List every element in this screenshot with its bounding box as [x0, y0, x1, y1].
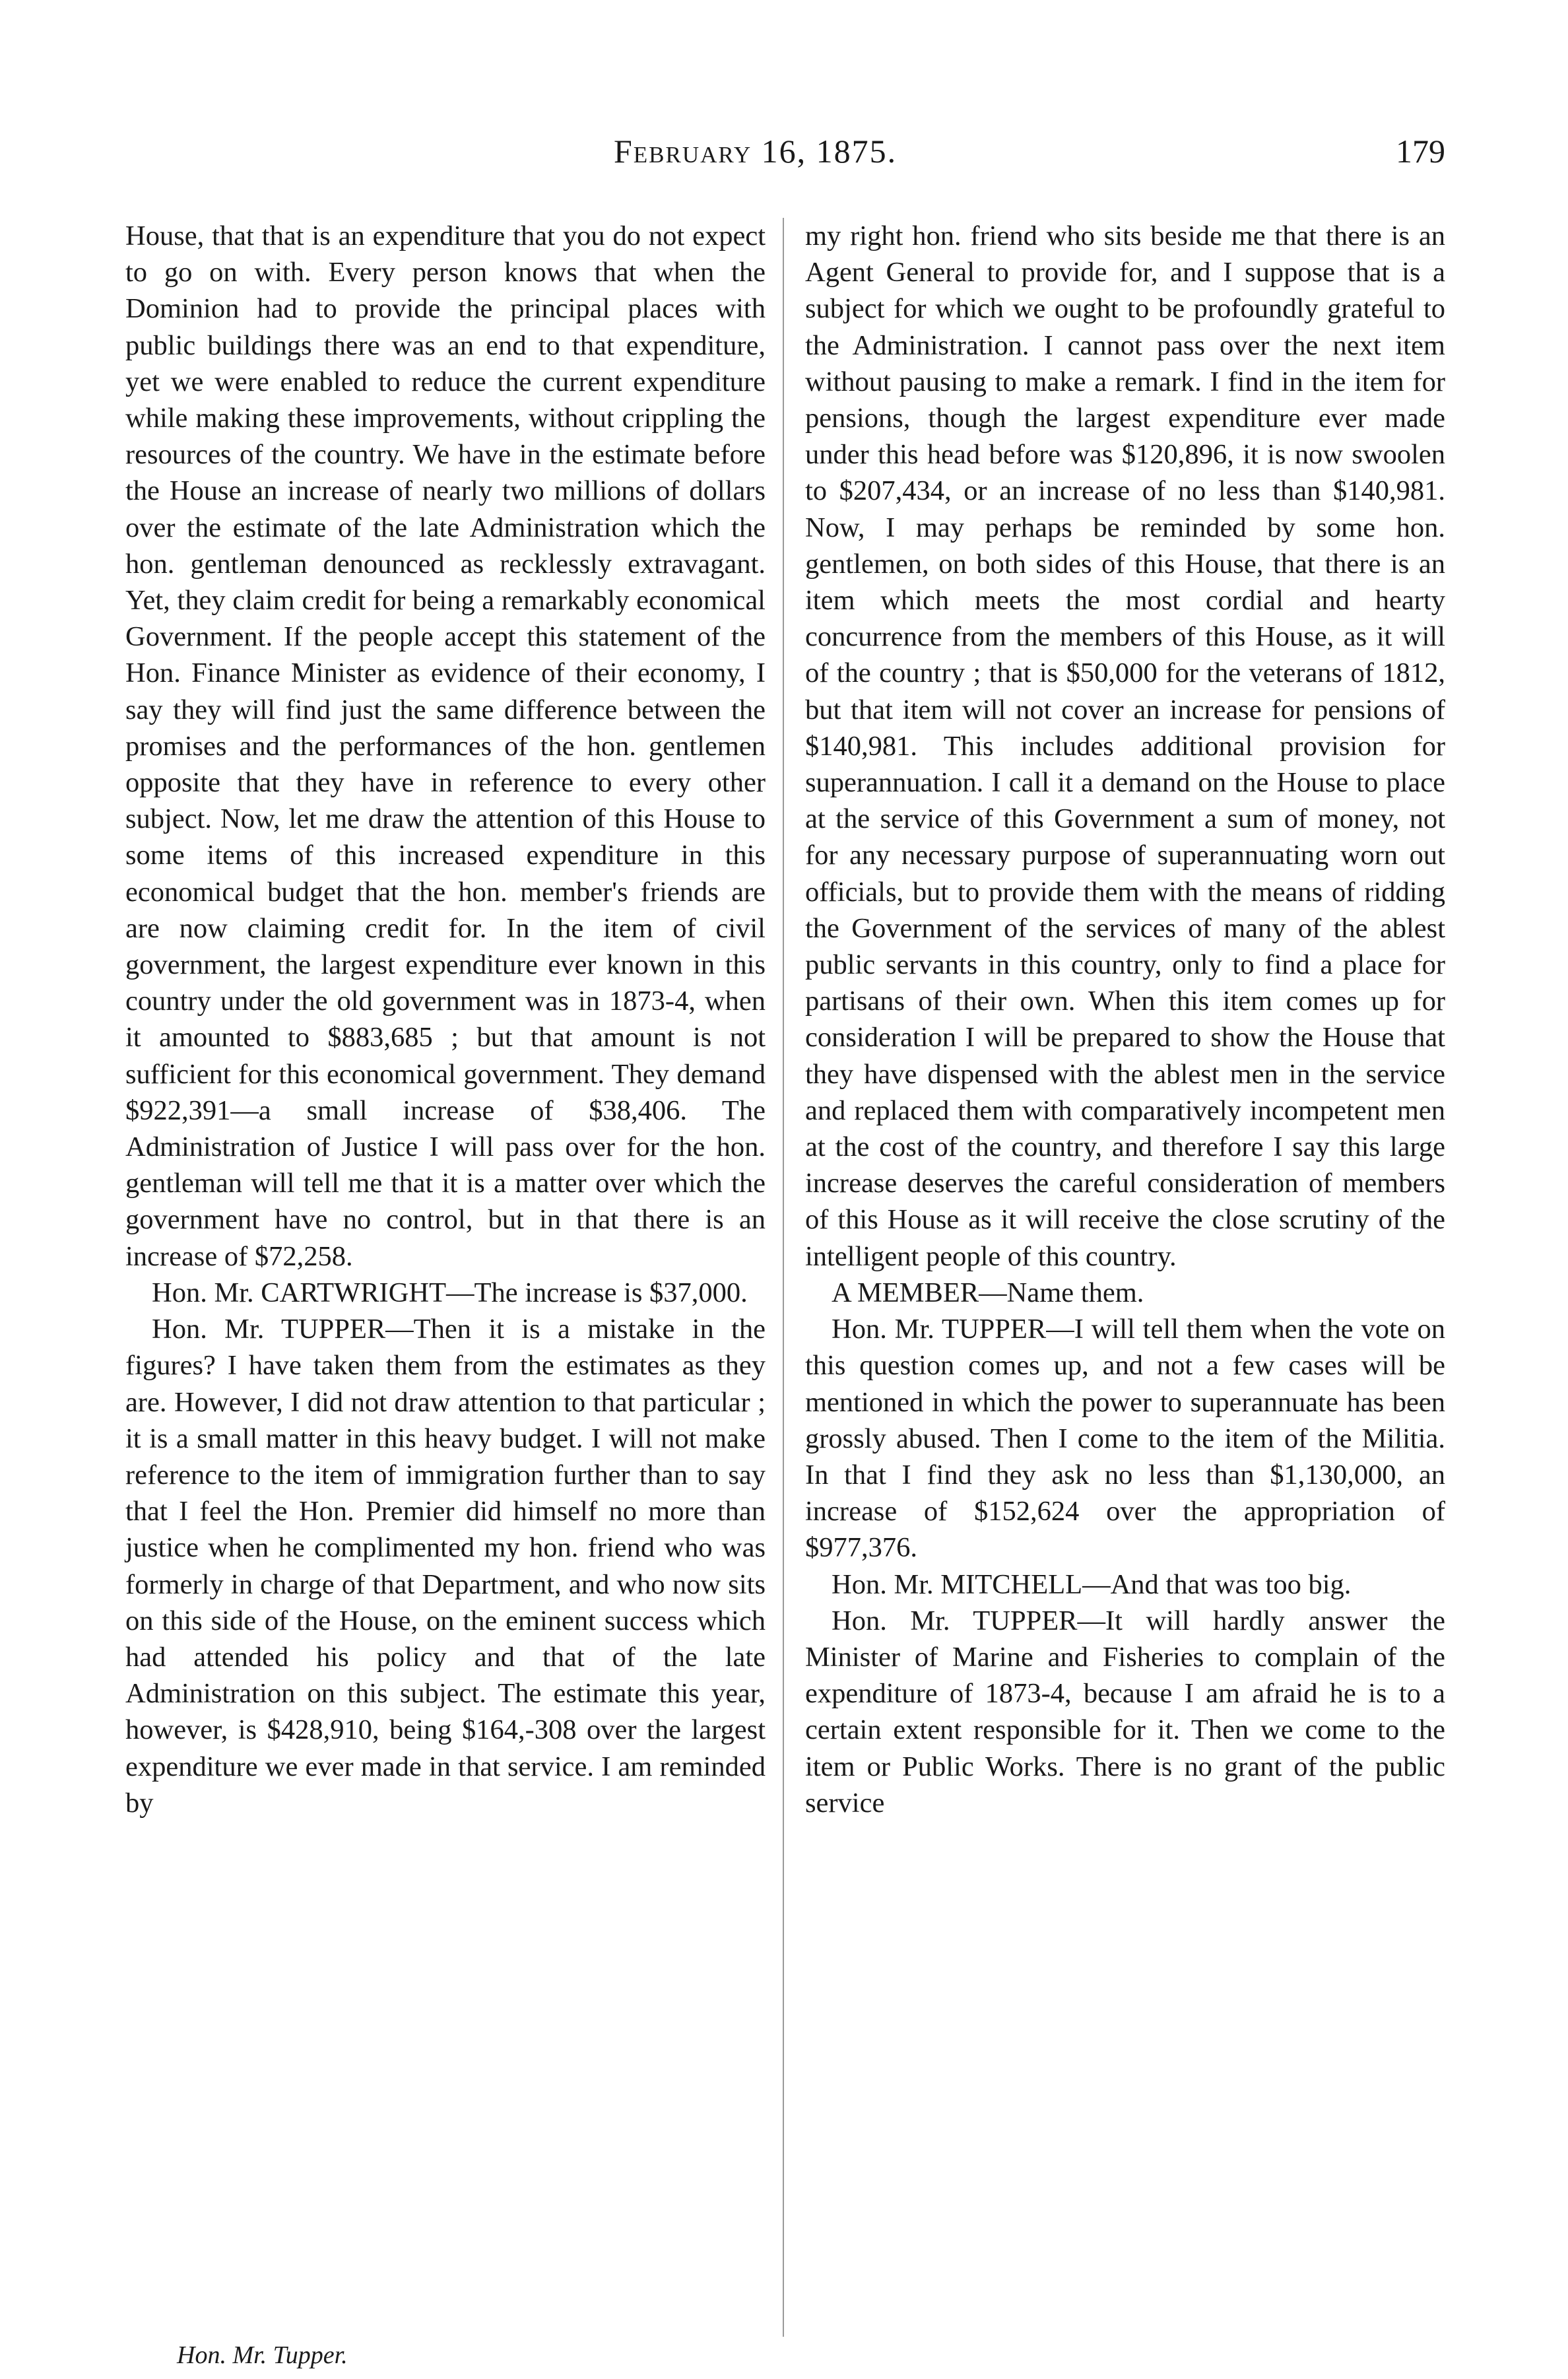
left-column [125, 218, 766, 1821]
paragraph: Hon. Mr. TUPPER—Then it is a mistake in the figures? I have taken them from the estimates as they are. However, I did not draw attention to that particular ; it is a small matter in this heavy budget. I will not make reference to the item of immigration further than to say that I feel the Hon. Premier did himself no more than justice when he complimented my hon. friend who was formerly in charge of that Department, and who now sits on this side of the House, on the eminent success which had attended his policy and that of the late Administration on this subject. The estimate this year, however, is $428,910, being $164,-308 over the largest expenditure we ever made in that service. I am reminded by [125, 1314, 766, 1819]
paragraph: Hon. Mr. TUPPER—It will hardly answer the Minister of Marine and Fisheries to complain of the expenditure of 1873-4, because I am afraid he is to a certain extent responsible for it. Then we come to the item or Public Works. There is no grant of the public service [805, 1605, 1445, 1819]
right-column [805, 218, 1445, 1821]
speaker-signature: Hon. Mr. Tupper. [177, 2341, 348, 2369]
paragraph: Hon. Mr. CARTWRIGHT—The increase is $37,000. [152, 1277, 748, 1308]
page-number: 179 [1396, 133, 1445, 170]
paragraph: Hon. Mr. MITCHELL—And that was too big. [832, 1568, 1352, 1600]
column-divider [783, 218, 784, 2337]
paragraph: House, that that is an expenditure that you do not expect to go on with. Every person knows that when the Dominion had to provide the principal places with public buildings there was an end to that expenditure, yet we were enabled to reduce the current expenditure while making these improvements, without crippling the resources of the country. We have in the estimate before the House an increase of nearly two millions of dollars over the estimate of the late Administration which the hon. gentleman denounced as recklessly extravagant. Yet, they claim credit for being a remarkably economical Government. If the people accept this statement of the Hon. Finance Minister as evidence of their economy, I say they will find just the same difference between the promises and the performances of the hon. gentlemen opposite that they have in reference to every other subject. Now, let me draw the attention of this House to some items of this increased expenditure in this economical budget that the hon. member's friends are are now claiming credit for. In the item of civil government, the largest expenditure ever known in this country under the old government was in 1873-4, when it amounted to $883,685 ; but that amount is not sufficient for this economical government. They demand $922,391—a small increase of $38,406. The Administration of Justice I will pass over for the hon. gentleman will tell me that it is a matter over which the government have no control, but in that there is an increase of $72,258. [125, 220, 766, 1272]
page-date-heading: February 16, 1875. [614, 133, 898, 170]
paragraph: Hon. Mr. TUPPER—I will tell them when the vote on this question comes up, and not a few cases will be mentioned in which the power to superannuate has been grossly abused. Then I come to the item of the Militia. In that I find they ask no less than $1,130,000, an increase of $152,624 over the appropriation of $977,376. [805, 1314, 1445, 1564]
paragraph: A MEMBER—Name them. [832, 1277, 1144, 1308]
page-header [125, 132, 1445, 191]
paragraph: my right hon. friend who sits beside me that there is an Agent General to provide for, and I suppose that is a subject for which we ought to be profoundly grateful to the Administration. I cannot pass over the next item without pausing to make a remark. I find in the item for pensions, though the largest expenditure ever made under this head before was $120,896, it is now swoolen to $207,434, or an increase of no less than $140,981. Now, I may perhaps be reminded by some hon. gentlemen, on both sides of this House, that there is an item which meets the most cordial and hearty concurrence from the members of this House, as it will of the country ; that is $50,000 for the veterans of 1812, but that item will not cover an increase for pensions of $140,981. This includes additional provision for superannuation. I call it a demand on the House to place at the service of this Government a sum of money, not for any necessary purpose of superannuating worn out officials, but to provide them with the means of ridding the Government of the services of many of the ablest public servants in this country, only to find a place for partisans of their own. When this item comes up for consideration I will be prepared to show the House that they have dispensed with the ablest men in the service and replaced them with comparatively incompetent men at the cost of the country, and therefore I say this large increase deserves the careful consideration of members of this House as it will receive the close scrutiny of the intelligent people of this country. [805, 220, 1445, 1272]
